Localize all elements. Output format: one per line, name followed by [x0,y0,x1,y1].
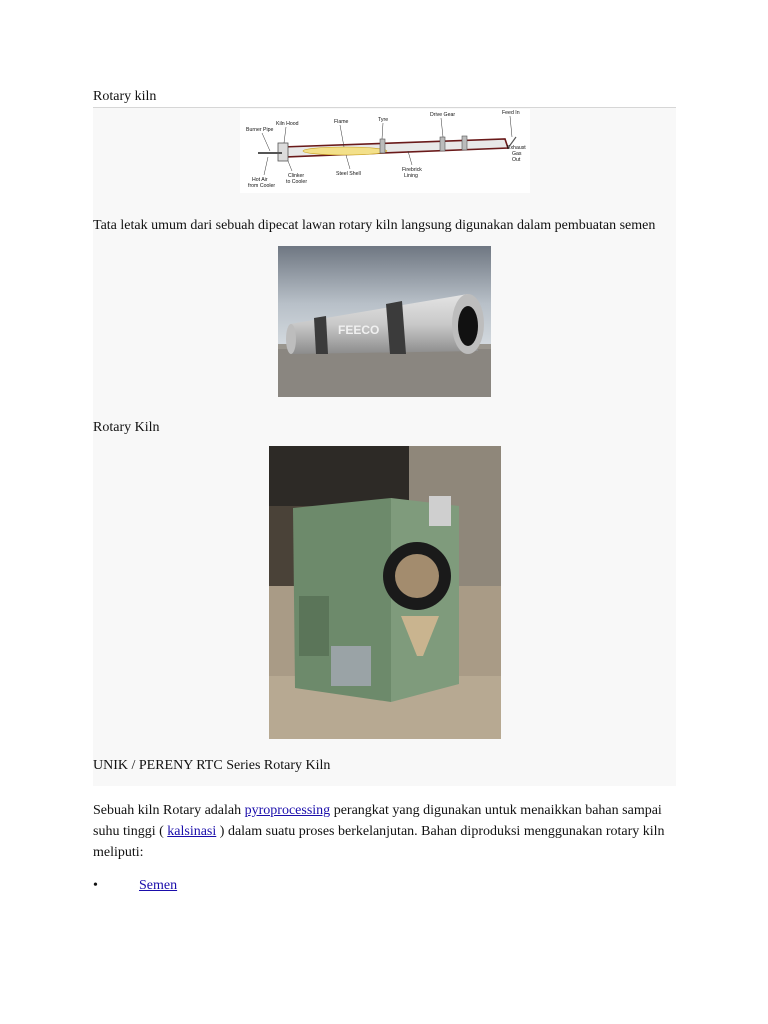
product-list [93,878,676,894]
label-from-cooler: from Cooler [247,183,275,189]
list-item [93,878,676,894]
label-clinker: Clinker [287,173,304,179]
caption-rtc-kiln: UNIK / PERENY RTC Series Rotary Kiln [93,758,331,773]
intro-paragraph: Tata letak umum dari sebuah dipecat lawan rotary kiln langsung digunakan dalam pembuatan semen [93,218,656,233]
definition-text-2: perangkat yang digunakan untuk menaikkan bahan sampai suhu tinggi ( [93,803,662,839]
label-feed-in: Feed In [501,110,520,116]
section-heading: Rotary kiln [93,89,157,104]
link-pyroprocessing[interactable]: pyroprocessing [244,803,331,818]
rotary-kiln-photo [278,246,491,397]
label-lining: Lining [403,173,418,179]
label-burner-pipe: Burner Pipe [245,127,273,133]
link-kalsinasi[interactable]: kalsinasi [167,824,217,839]
kiln-diagram [240,108,530,193]
rtc-kiln-photo [269,446,501,739]
caption-rotary-kiln: Rotary Kiln [93,420,160,435]
label-drive-gear: Drive Gear [429,112,455,118]
definition-text-1: Sebuah kiln Rotary adalah [93,803,245,818]
label-out: Out [511,157,520,163]
feeco-brand: FEECO [338,323,380,337]
label-to-cooler: to Cooler [285,179,307,185]
label-tyre: Tyre [377,117,388,123]
label-kiln-hood: Kiln Hood [275,121,298,127]
label-hot-air: Hot Air [251,177,268,183]
document-page [93,84,676,894]
label-exhaust: Exhaust [506,145,526,151]
label-flame: Flame [333,119,348,125]
figure-box [93,107,676,786]
link-semen[interactable]: Semen [139,878,178,893]
bullet: • [93,878,98,893]
label-firebrick: Firebrick [401,167,422,173]
definition-paragraph [93,800,676,863]
definition-text-3: ) dalam suatu proses berkelanjutan. Bahan diproduksi menggunakan rotary kiln meliputi: [93,824,665,860]
label-steel-shell: Steel Shell [335,171,361,177]
label-gas: Gas [511,151,522,157]
